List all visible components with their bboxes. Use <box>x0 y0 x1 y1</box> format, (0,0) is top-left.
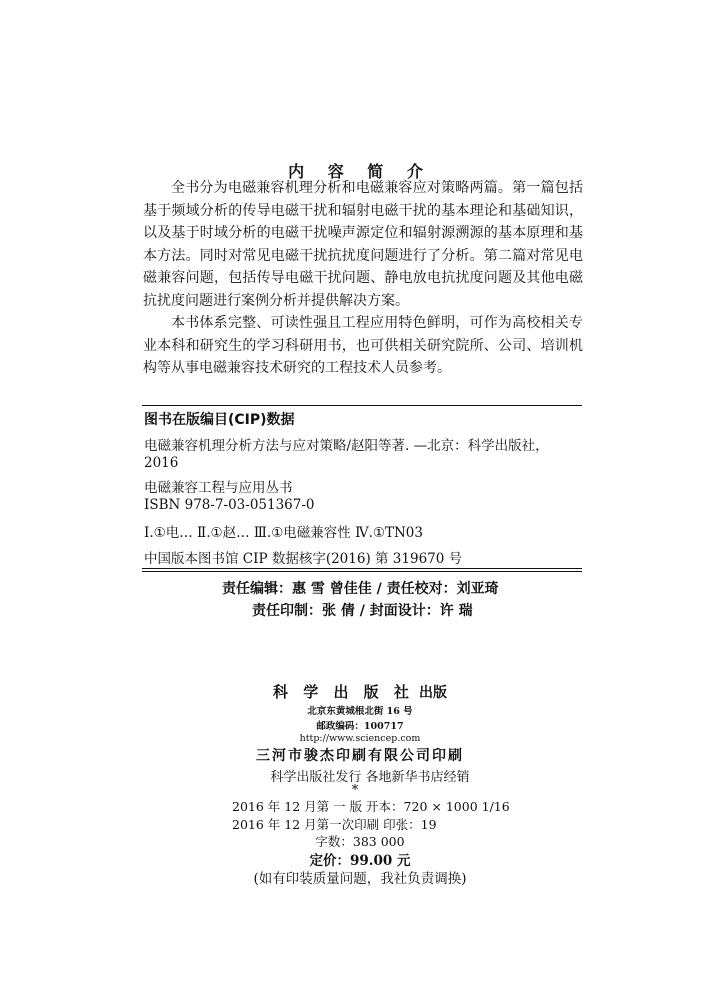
publisher-website: http://www.sciencep.com <box>299 733 421 744</box>
price: 定价：99.00 元 <box>309 853 411 869</box>
cip-title-line: 电磁兼容机理分析方法与应对策略/赵阳等著. —北京：科学出版社， <box>144 438 549 454</box>
edition-info: 2016 年 12 月第 一 版 开本：720 × 1000 1/16 <box>232 799 510 814</box>
cip-heading: 图书在版编目(CIP)数据 <box>144 412 295 428</box>
cip-isbn: ISBN 978-7-03-051367-0 <box>144 497 315 513</box>
cip-series: 电磁兼容工程与应用丛书 <box>144 480 293 496</box>
separator-star: * <box>351 783 359 798</box>
distribution-line: 科学出版社发行 各地新华书店经销 <box>270 770 470 785</box>
word-count: 字数：383 000 <box>315 834 405 849</box>
cip-top-rule <box>142 405 582 406</box>
printing-info: 2016 年 12 月第一次印刷 印张：19 <box>232 817 437 832</box>
quality-notice: (如有印装质量问题，我社负责调换) <box>253 871 467 887</box>
cip-title-year: 2016 <box>144 455 179 471</box>
credits-editors: 责任编辑：惠 雪 曾佳佳 / 责任校对：刘亚琦 <box>222 581 499 597</box>
summary-paragraph-2: 本书体系完整、可读性强且工程应用特色鲜明，可作为高校相关专业本科和研究生的学习科研用书，也可供相关研究院所、公司、培训机构等从事电磁兼容技术研究的工程技术人员参考。 <box>143 315 583 376</box>
publisher-name-suffix: 出版 <box>418 685 447 701</box>
printer-name: 三河市骏杰印刷有限公司印刷 <box>256 748 464 764</box>
summary-paragraph-1: 全书分为电磁兼容机理分析和电磁兼容应对策略两篇。第一篇包括基于频域分析的传导电磁干扰和辐射电磁干扰的基本理论和基础知识，以及基于时域分析的电磁干扰噪声源定位和辐射源溯源的基本原理和基本方法。同时对常见电磁干扰抗扰度问题进行了分析。第二篇对常见电磁兼容问题，包括传导电磁干扰问题、静电放电抗扰度问题及其他电磁抗扰度问题进行案例分析并提供解决方案。 <box>143 180 583 309</box>
cip-bottom-rule-double <box>142 571 582 572</box>
publisher-name-styled: 科 学 出 版 社 <box>273 683 414 701</box>
summary-title: 内 容 简 介 <box>288 162 432 181</box>
cip-bottom-rule <box>142 568 582 569</box>
credits-production: 责任印制：张 倩 / 封面设计：许 瑞 <box>252 603 473 619</box>
publisher-postcode: 邮政编码：100717 <box>316 721 404 732</box>
cip-classification: Ⅰ.①电… Ⅱ.①赵… Ⅲ.①电磁兼容性 Ⅳ.①TN03 <box>144 525 423 541</box>
publisher-address: 北京东黄城根北街 16 号 <box>307 706 413 717</box>
cip-library-record: 中国版本图书馆 CIP 数据核字(2016) 第 319670 号 <box>144 551 463 567</box>
publisher-name <box>0 681 720 702</box>
